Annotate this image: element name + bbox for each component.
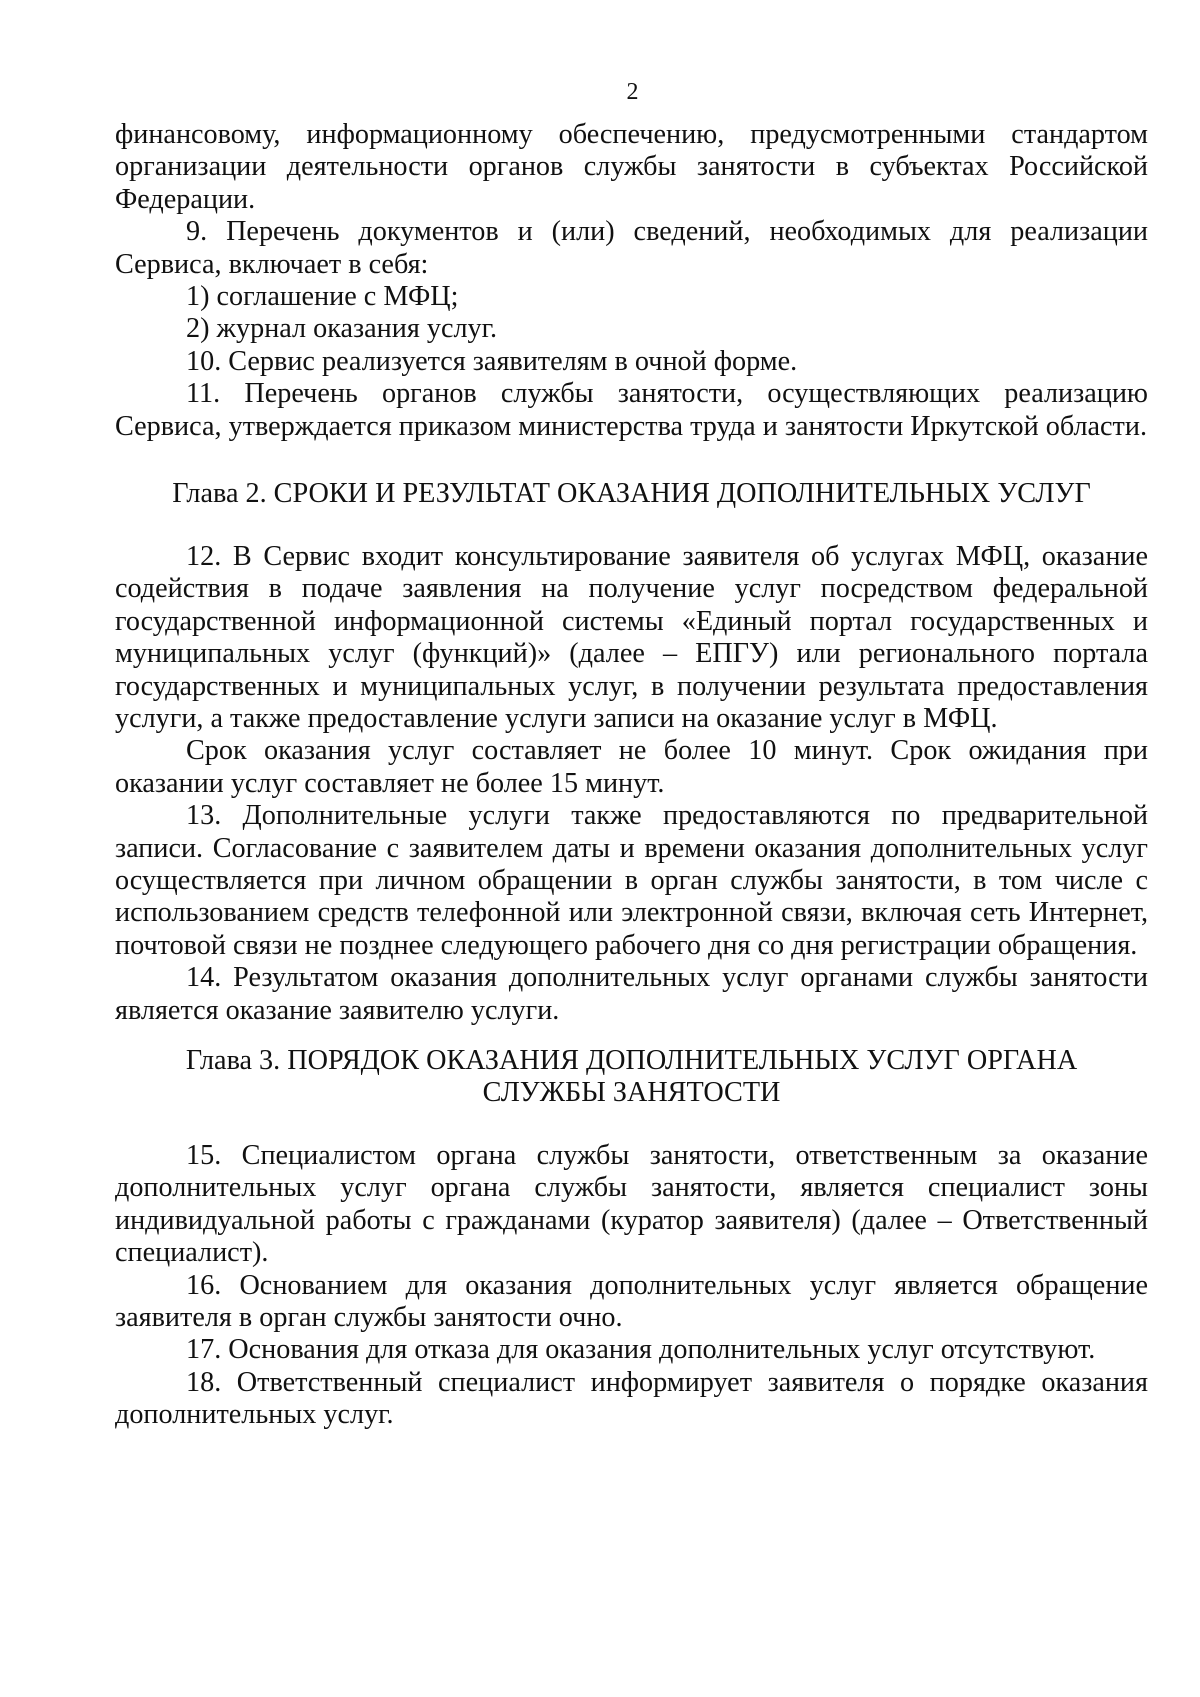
chapter-3-heading — [115, 1045, 1148, 1110]
paragraph-14: 14. Результатом оказания дополнительных услуг органами службы занятости является оказание заявителю услуги. — [115, 962, 1148, 1026]
list-item-1: 1) соглашение с МФЦ; — [186, 281, 459, 313]
chapter-2-section — [115, 541, 1148, 1027]
paragraph-16: 16. Основанием для оказания дополнительных услуг является обращение заявителя в орган службы занятости очно. — [115, 1269, 1148, 1334]
chapter-3-heading-line-1: Глава 3. ПОРЯДОК ОКАЗАНИЯ ДОПОЛНИТЕЛЬНЫХ УСЛУГ ОРГАНА — [185, 1045, 1078, 1076]
chapter-3-section — [115, 1140, 1148, 1432]
paragraph-11: 11. Перечень органов службы занятости, осуществляющих реализацию Сервиса, утверждается приказом министерства труда и занятости Иркутской области. — [115, 378, 1148, 442]
paragraph-18: 18. Ответственный специалист информирует заявителя о порядке оказания дополнительных услуг. — [115, 1366, 1148, 1431]
paragraph-continuation: финансовому, информационному обеспечению, предусмотренными стандартом организации деятельности органов службы занятости в субъектах Российской Федерации. — [115, 119, 1148, 215]
paragraph-17: 17. Основания для отказа для оказания дополнительных услуг отсутствуют. — [186, 1334, 1096, 1366]
paragraph-9: 9. Перечень документов и (или) сведений, необходимых для реализации Сервиса, включает в себя: — [115, 216, 1148, 280]
paragraph-12: 12. В Сервис входит консультирование заявителя об услугах МФЦ, оказание содействия в подаче заявления на получение услуг посредством федеральной государственной информационной системы «Единый портал государственных и муниципальных услуг (функций)» (далее – ЕПГУ) или регионального портала государственных и муниципальных услуг, в получении результата предоставления услуги, а также предоставление услуги записи на оказание услуг в МФЦ. — [115, 541, 1148, 735]
paragraph-13: 13. Дополнительные услуги также предоставляются по предварительной записи. Согласование с заявителем даты и времени оказания дополнительных услуг осуществляется при личном обращении в орган службы занятости, в том числе с использованием средств телефонной или электронной связи, включая сеть Интернет, почтовой связи не позднее следующего рабочего дня со дня регистрации обращения. — [115, 800, 1148, 961]
paragraph-15: 15. Специалистом органа службы занятости, ответственным за оказание дополнительных услуг органа службы занятости, является специалист зоны индивидуальной работы с гражданами (куратор заявителя) (далее – Ответственный специалист). — [115, 1140, 1148, 1269]
intro-section — [115, 119, 1148, 443]
chapter-2-heading: Глава 2. СРОКИ И РЕЗУЛЬТАТ ОКАЗАНИЯ ДОПОЛНИТЕЛЬНЫХ УСЛУГ — [172, 478, 1091, 509]
chapter-3-heading-line-2: СЛУЖБЫ ЗАНЯТОСТИ — [482, 1077, 781, 1109]
list-item-2: 2) журнал оказания услуг. — [186, 313, 498, 345]
paragraph-deadline: Срок оказания услуг составляет не более 10 минут. Срок ожидания при оказании услуг составляет не более 15 минут. — [115, 735, 1148, 799]
page-number: 2 — [626, 79, 639, 105]
paragraph-10: 10. Сервис реализуется заявителям в очной форме. — [186, 345, 798, 377]
